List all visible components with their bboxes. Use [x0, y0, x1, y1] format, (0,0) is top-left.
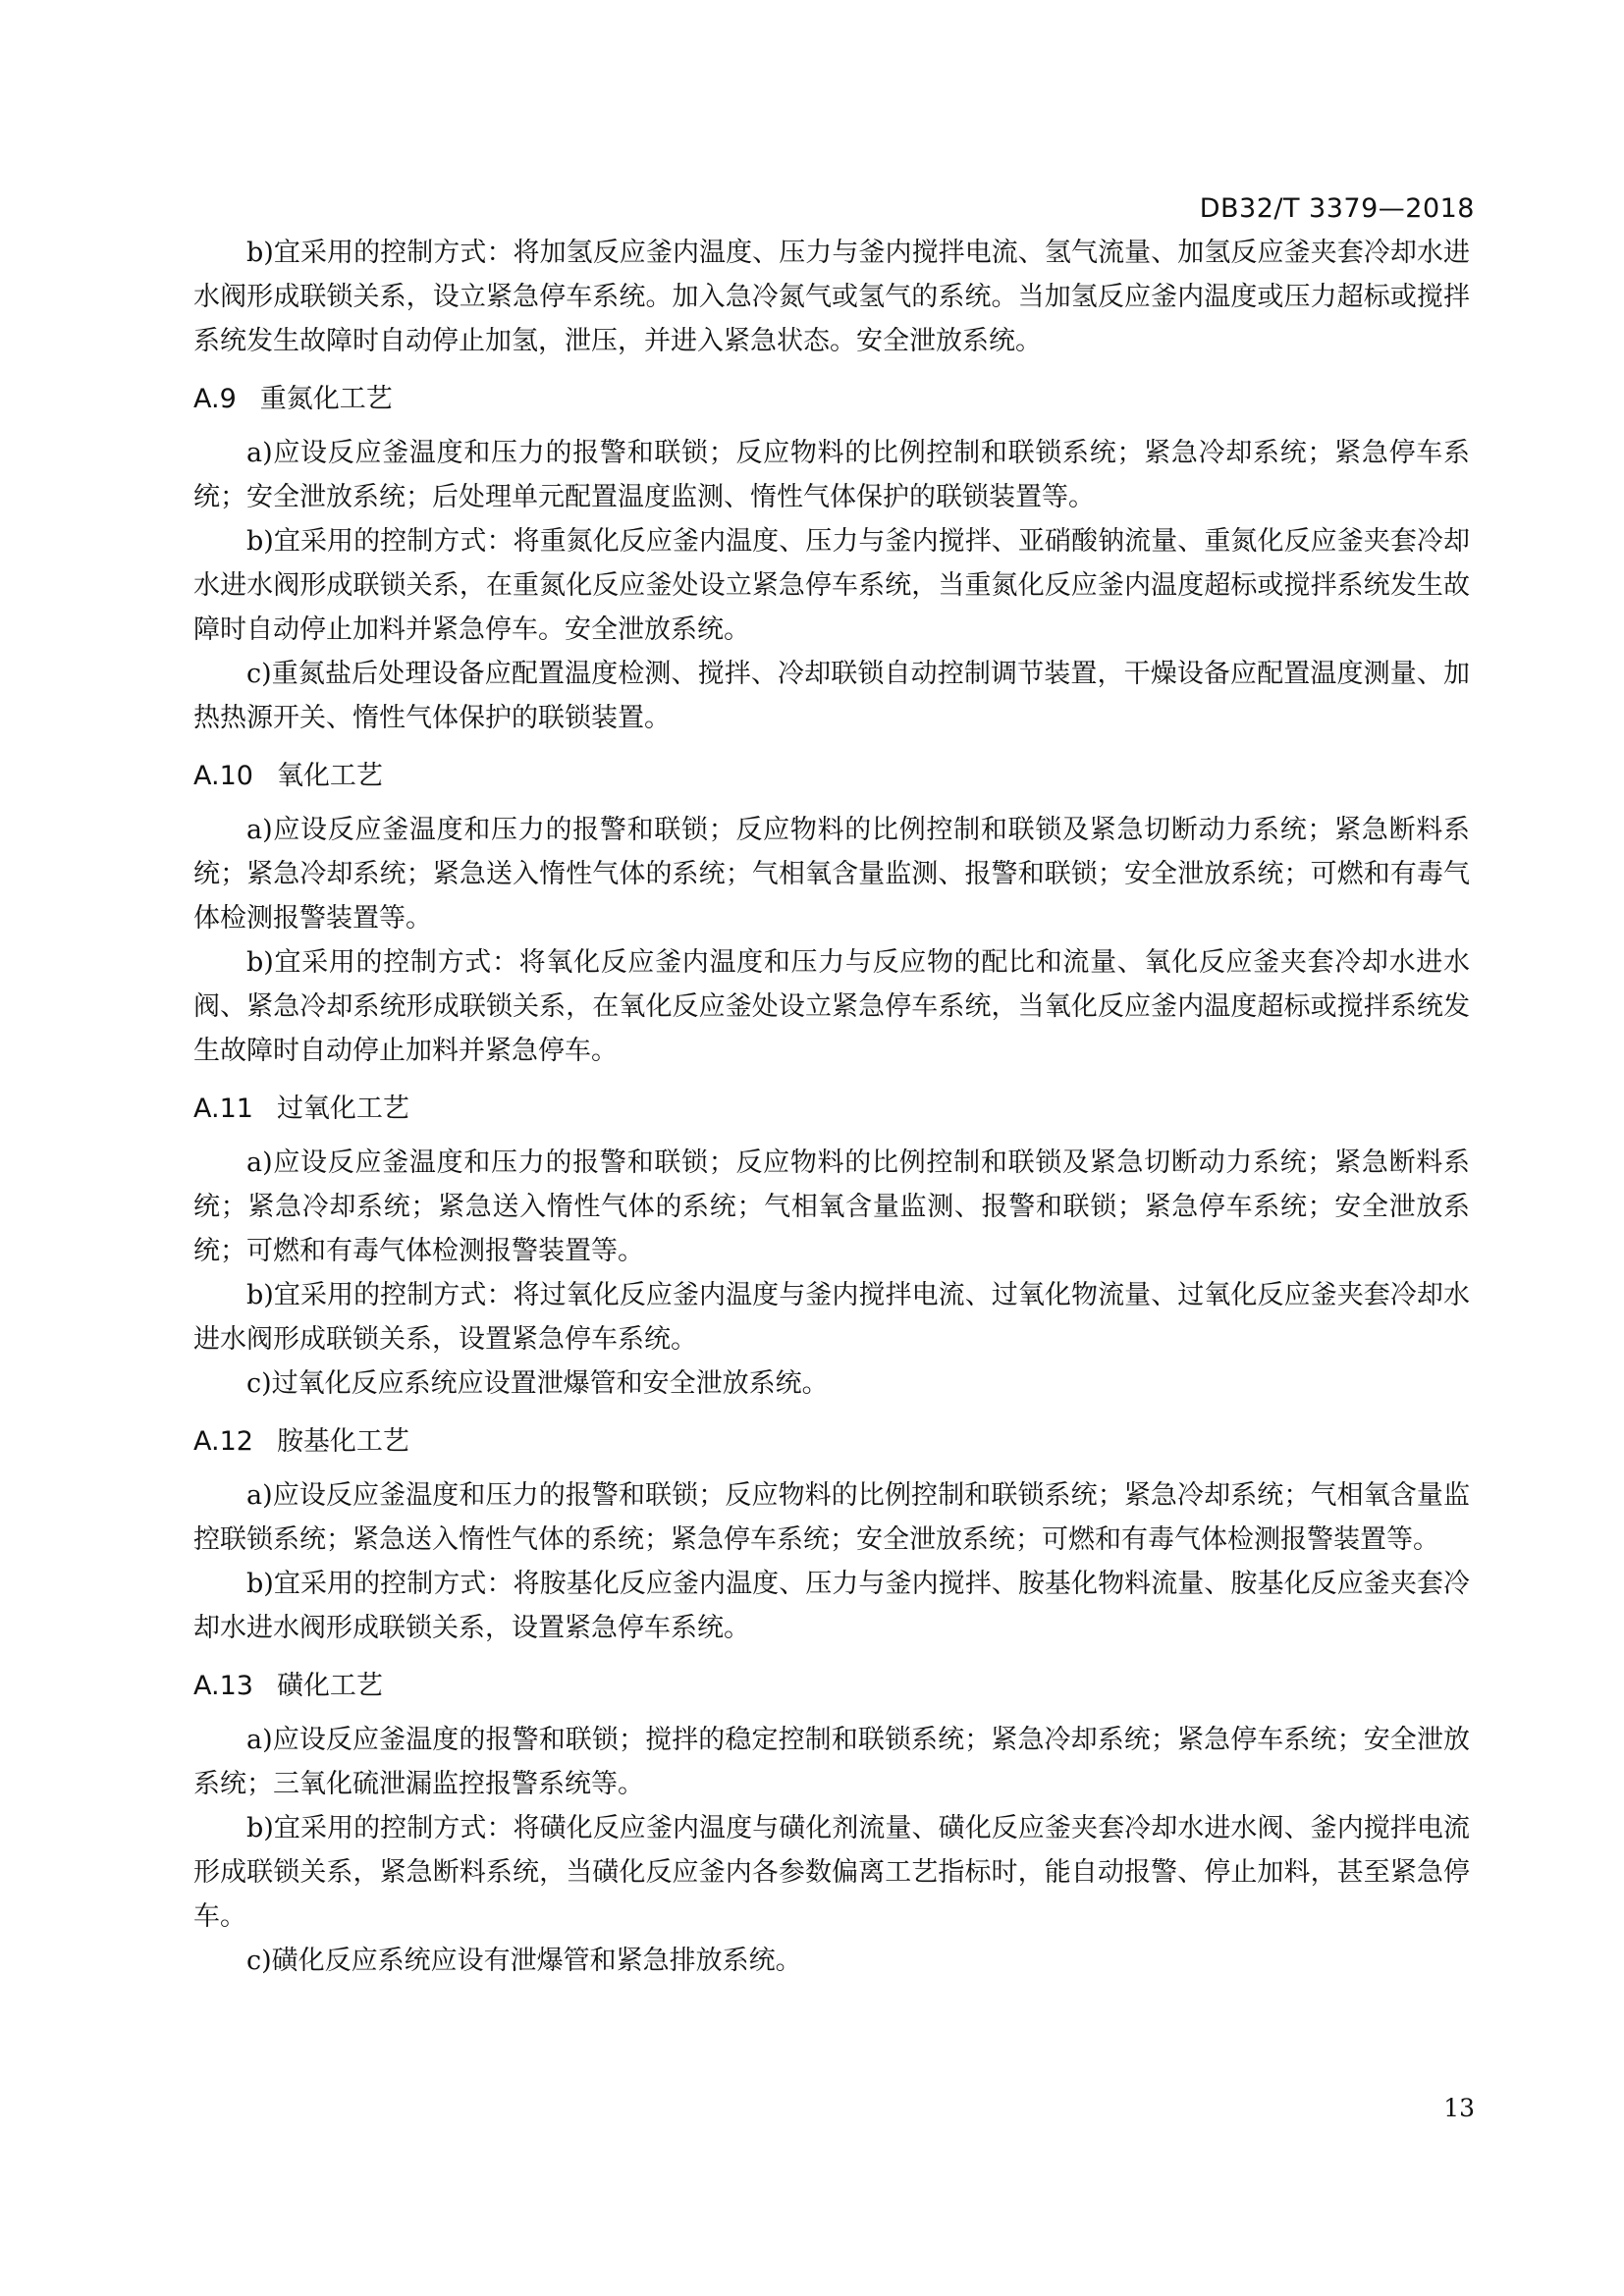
paragraph: b)宜采用的控制方式：将氧化反应釜内温度和压力与反应物的配比和流量、氧化反应釜夹套冷却水进水阀、紧急冷却系统形成联锁关系，在氧化反应釜处设立紧急停车系统，当氧化反应釜内温度超标或搅拌系统发生故障时自动停止加料并紧急停车。 [193, 947, 1470, 1066]
paragraph: a)应设反应釜温度和压力的报警和联锁；反应物料的比例控制和联锁及紧急切断动力系统；紧急断料系统；紧急冷却系统；紧急送入惰性气体的系统；气相氧含量监测、报警和联锁；安全泄放系统；可燃和有毒气体检测报警装置等。 [193, 815, 1470, 934]
paragraph: c)过氧化反应系统应设置泄爆管和安全泄放系统。 [246, 1368, 829, 1399]
paragraph: b)宜采用的控制方式：将重氮化反应釜内温度、压力与釜内搅拌、亚硝酸钠流量、重氮化反应釜夹套冷却水进水阀形成联锁关系，在重氮化反应釜处设立紧急停车系统，当重氮化反应釜内温度超标或搅拌系统发生故障时自动停止加料并紧急停车。安全泄放系统。 [193, 526, 1470, 645]
section-title: 氧化工艺 [276, 761, 383, 791]
paragraph: b)宜采用的控制方式：将过氧化反应釜内温度与釜内搅拌电流、过氧化物流量、过氧化反应釜夹套冷却水进水阀形成联锁关系，设置紧急停车系统。 [193, 1280, 1470, 1355]
section-number: A.13 [193, 1671, 253, 1701]
section-title: 过氧化工艺 [276, 1094, 409, 1124]
paragraph: a)应设反应釜温度和压力的报警和联锁；反应物料的比例控制和联锁系统；紧急冷却系统；气相氧含量监控联锁系统；紧急送入惰性气体的系统；紧急停车系统；安全泄放系统；可燃和有毒气体检测报警装置等。 [193, 1480, 1470, 1555]
page-number: 13 [1443, 2094, 1475, 2122]
section-heading-a10 [193, 754, 1470, 798]
section-number: A.9 [193, 384, 237, 414]
section-heading-a11 [193, 1087, 1470, 1131]
section-heading-a9 [193, 377, 1470, 421]
section-number: A.11 [193, 1094, 253, 1124]
section-heading-a13 [193, 1664, 1470, 1708]
paragraph: a)应设反应釜温度和压力的报警和联锁；反应物料的比例控制和联锁及紧急切断动力系统；紧急断料系统；紧急冷却系统；紧急送入惰性气体的系统；气相氧含量监测、报警和联锁；紧急停车系统；安全泄放系统；可燃和有毒气体检测报警装置等。 [193, 1148, 1470, 1266]
paragraph: b)宜采用的控制方式：将胺基化反应釜内温度、压力与釜内搅拌、胺基化物料流量、胺基化反应釜夹套冷却水进水阀形成联锁关系，设置紧急停车系统。 [193, 1569, 1470, 1643]
paragraph: b)宜采用的控制方式：将磺化反应釜内温度与磺化剂流量、磺化反应釜夹套冷却水进水阀、釜内搅拌电流形成联锁关系，紧急断料系统，当磺化反应釜内各参数偏离工艺指标时，能自动报警、停止加料，甚至紧急停车。 [193, 1813, 1470, 1932]
section-number: A.12 [193, 1426, 253, 1457]
paragraph: a)应设反应釜温度的报警和联锁；搅拌的稳定控制和联锁系统；紧急冷却系统；紧急停车系统；安全泄放系统；三氧化硫泄漏监控报警系统等。 [193, 1725, 1470, 1799]
section-number: A.10 [193, 761, 253, 791]
section-title: 重氮化工艺 [259, 384, 393, 414]
paragraph: c)重氮盐后处理设备应配置温度检测、搅拌、冷却联锁自动控制调节装置，干燥设备应配置温度测量、加热热源开关、惰性气体保护的联锁装置。 [193, 659, 1470, 733]
section-title: 胺基化工艺 [276, 1426, 409, 1457]
document-code: DB32/T 3379—2018 [1199, 193, 1475, 224]
section-title: 磺化工艺 [276, 1671, 383, 1701]
paragraph: a)应设反应釜温度和压力的报警和联锁；反应物料的比例控制和联锁系统；紧急冷却系统；紧急停车系统；安全泄放系统；后处理单元配置温度监测、惰性气体保护的联锁装置等。 [193, 438, 1470, 512]
section-heading-a12 [193, 1419, 1470, 1464]
document-body [193, 231, 1470, 1983]
paragraph: b)宜采用的控制方式：将加氢反应釜内温度、压力与釜内搅拌电流、氢气流量、加氢反应釜夹套冷却水进水阀形成联锁关系，设立紧急停车系统。加入急冷氮气或氢气的系统。当加氢反应釜内温度或压力超标或搅拌系统发生故障时自动停止加氢，泄压，并进入紧急状态。安全泄放系统。 [193, 238, 1470, 356]
paragraph: c)磺化反应系统应设有泄爆管和紧急排放系统。 [246, 1946, 802, 1976]
